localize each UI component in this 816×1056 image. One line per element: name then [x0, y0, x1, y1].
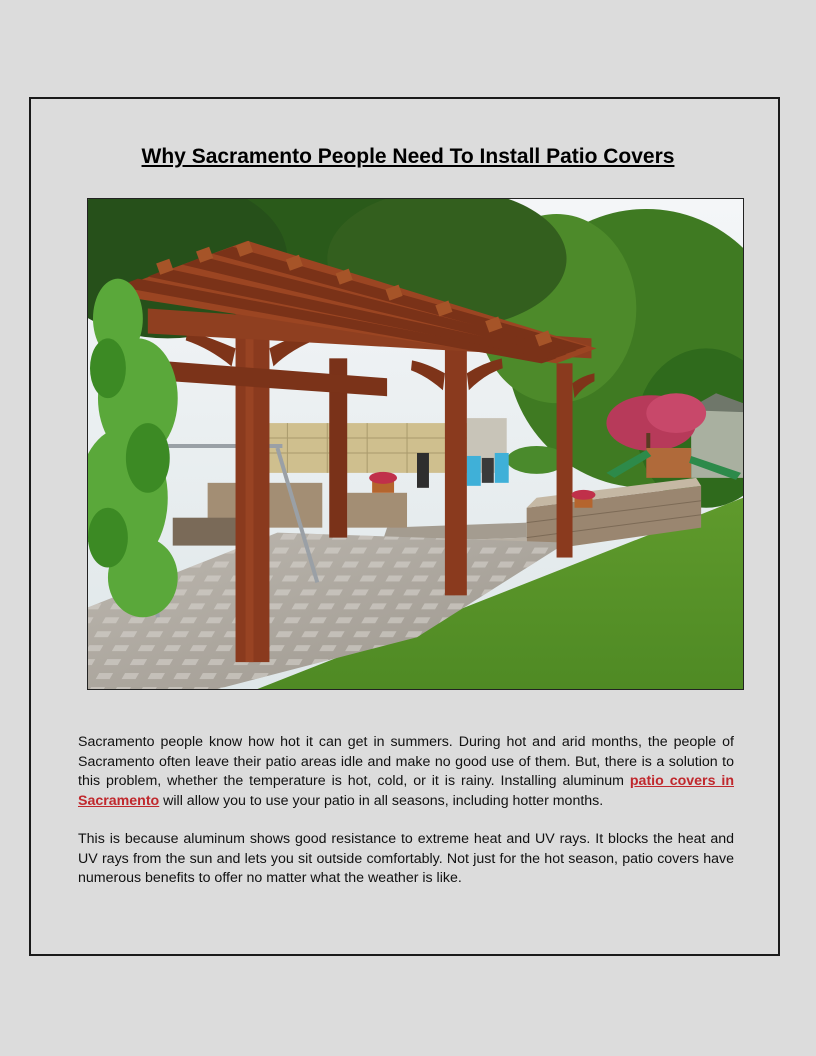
paragraph-1-text-b: will allow you to use your patio in all seasons, including hotter months.	[159, 792, 604, 809]
pergola-photo	[87, 198, 744, 690]
paragraph-1	[78, 733, 734, 811]
pergola-illustration	[88, 199, 743, 689]
page-title: Why Sacramento People Need To Install Patio Covers	[141, 145, 675, 168]
paragraph-2: This is because aluminum shows good resistance to extreme heat and UV rays. It blocks the heat and UV rays from the sun and lets you sit outside comfortably. Not just for the hot season, patio covers have numerous benefits to offer no matter what the weather is like.	[78, 831, 734, 886]
paragraph-1-text-a: Sacramento people know how hot it can get in summers. During hot and arid months, the people of Sacramento often leave their patio areas idle and make no good use of them. But, there is a solution to this problem, whether the temperature is hot, cold, or it is rainy. Installing aluminum	[78, 734, 734, 789]
patio-covers-link[interactable]: patio covers in Sacramento	[78, 773, 734, 809]
